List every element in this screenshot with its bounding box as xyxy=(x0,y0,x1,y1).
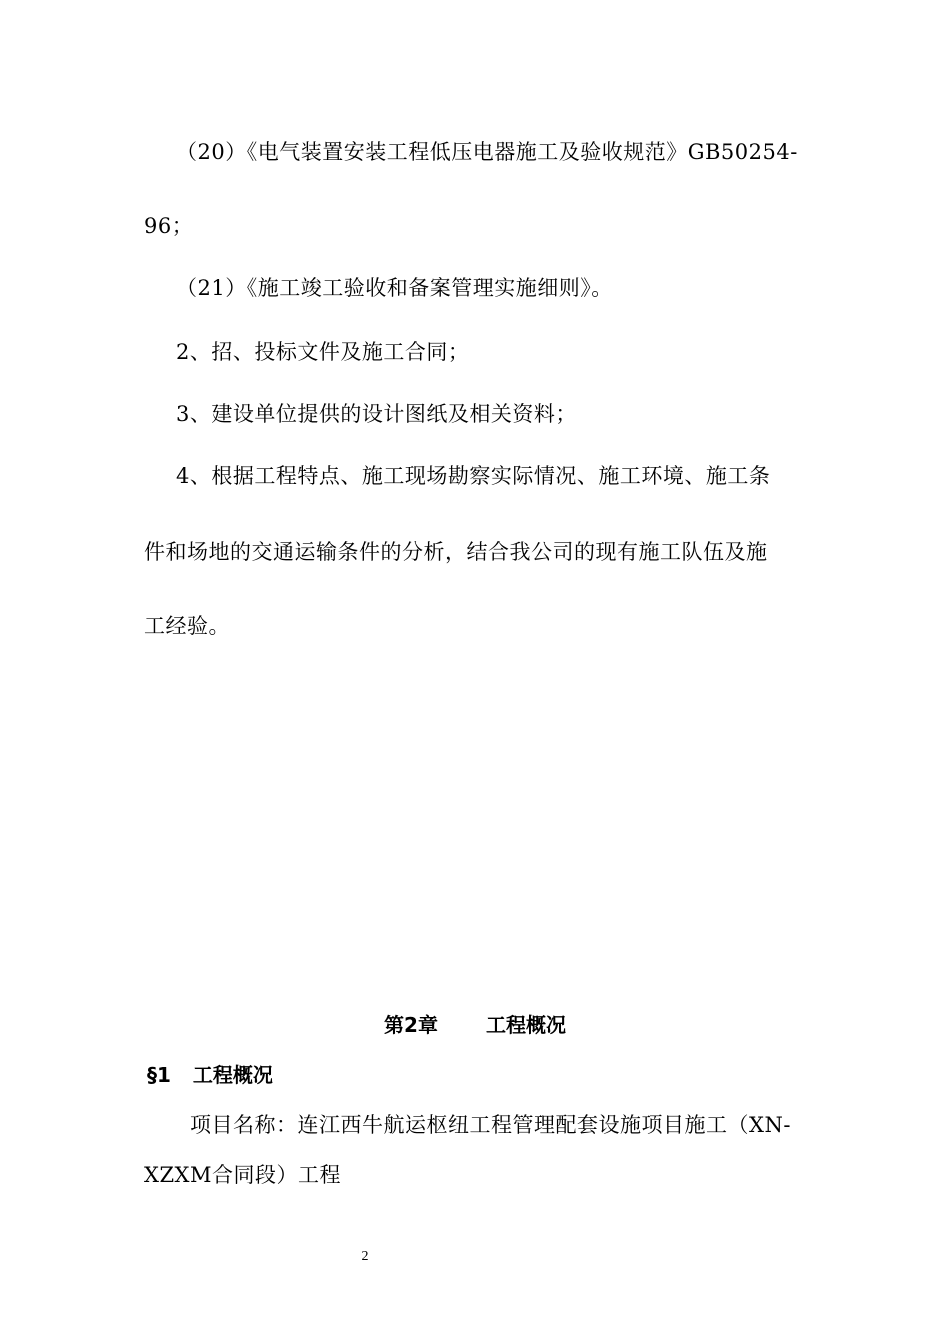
body-line-7: 件和场地的交通运输条件的分析，结合我公司的现有施工队伍及施 xyxy=(144,540,768,564)
body-line-1: （20）《电气装置安装工程低压电器施工及验收规范》GB50254- xyxy=(176,140,798,164)
chapter-heading xyxy=(0,1011,950,1039)
project-line-1: 项目名称：连江西牛航运枢纽工程管理配套设施项目施工（XN- xyxy=(190,1113,791,1137)
body-line-8: 工经验。 xyxy=(144,614,230,638)
chapter-title: 工程概况 xyxy=(485,1013,566,1037)
body-line-4: 2、招、投标文件及施工合同； xyxy=(176,340,470,364)
section-title: 工程概况 xyxy=(192,1063,273,1087)
chapter-number: 第2章 xyxy=(384,1013,438,1037)
body-line-6: 4、根据工程特点、施工现场勘察实际情况、施工环境、施工条 xyxy=(176,464,771,488)
project-line-2: XZXM合同段）工程 xyxy=(144,1163,341,1187)
body-line-5: 3、建设单位提供的设计图纸及相关资料； xyxy=(176,402,577,426)
page-number: 2 xyxy=(361,1249,369,1264)
section-heading xyxy=(147,1061,273,1089)
section-number: §1 xyxy=(147,1063,171,1087)
body-line-3: （21）《施工竣工验收和备案管理实施细则》。 xyxy=(176,276,613,300)
body-line-2: 96； xyxy=(144,214,194,238)
